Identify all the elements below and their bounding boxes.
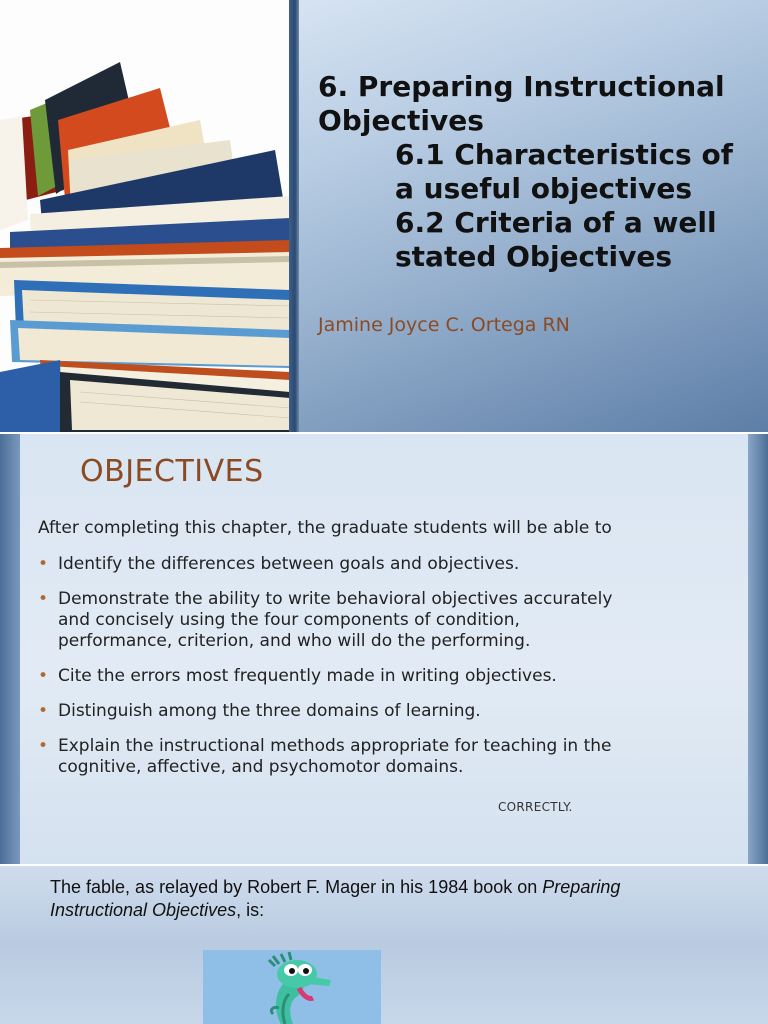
title-slide	[0, 0, 768, 432]
slide-title	[318, 70, 758, 274]
bullet-icon: •	[38, 554, 49, 574]
slide-side-bar-left	[0, 434, 20, 864]
bullet-icon: •	[38, 736, 49, 756]
fable-text: , is:	[236, 900, 265, 920]
subtopic-line: 6.1 Characteristics of	[395, 138, 733, 171]
fable-slide	[0, 866, 768, 1024]
slide-side-bar-right	[748, 434, 768, 864]
bullet-icon: •	[38, 701, 49, 721]
bullet-icon: •	[38, 666, 49, 686]
author-name: Jamine Joyce C. Ortega RN	[318, 314, 570, 336]
sea-horse-illustration	[203, 950, 381, 1024]
list-item-text: cognitive, affective, and psychomotor domains.	[58, 757, 464, 777]
list-item-text: Explain the instructional methods appropriate for teaching in the	[58, 736, 612, 756]
list-item-text: performance, criterion, and who will do the performing.	[58, 631, 531, 651]
objectives-slide	[0, 434, 768, 864]
footnote-text: CORRECTLY.	[498, 800, 573, 814]
subtopic-line: a useful objectives	[395, 172, 693, 205]
list-item	[38, 736, 688, 778]
book-title: Preparing Instructional Objectives	[50, 877, 621, 920]
slide-divider	[289, 0, 299, 432]
objectives-intro: After completing this chapter, the graduate students will be able to	[38, 518, 612, 538]
fable-intro-text	[50, 876, 690, 922]
title-line: 6. Preparing Instructional	[318, 70, 725, 103]
objectives-heading: OBJECTIVES	[80, 454, 264, 489]
bullet-icon: •	[38, 589, 49, 609]
list-item-text: and concisely using the four components of condition,	[58, 610, 520, 630]
list-item-text: Demonstrate the ability to write behavioral objectives accurately	[58, 589, 613, 609]
objectives-list	[38, 554, 688, 792]
list-item	[38, 701, 688, 722]
stacked-books-image	[0, 0, 290, 432]
list-item	[38, 589, 688, 652]
subtopic-line: stated Objectives	[395, 240, 673, 273]
fable-text: The fable, as relayed by Robert F. Mager in his 1984 book on	[50, 877, 543, 897]
list-item-text: Identify the differences between goals and objectives.	[58, 554, 520, 574]
subtopic-line: 6.2 Criteria of a well	[395, 206, 717, 239]
list-item	[38, 666, 688, 687]
list-item-text: Distinguish among the three domains of learning.	[58, 701, 481, 721]
list-item-text: Cite the errors most frequently made in writing objectives.	[58, 666, 557, 686]
list-item	[38, 554, 688, 575]
title-line: Objectives	[318, 104, 484, 137]
